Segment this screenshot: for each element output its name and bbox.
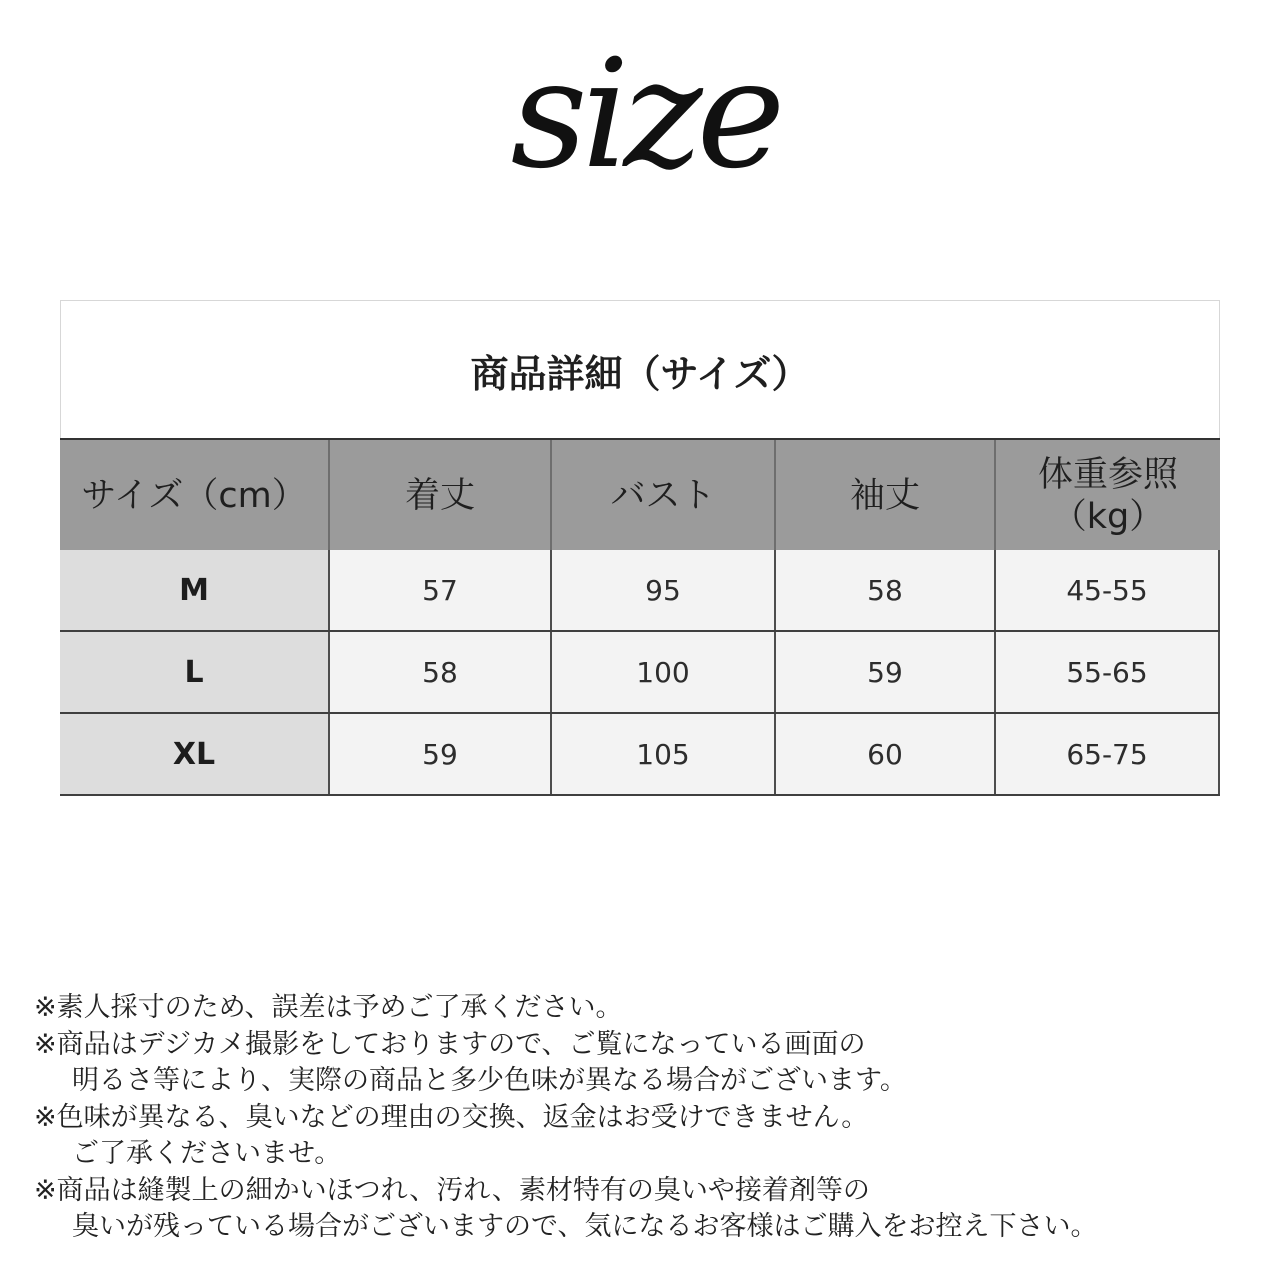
weight-cell: 45-55 (996, 550, 1220, 630)
note-line: ※商品は縫製上の細かいほつれ、汚れ、素材特有の臭いや接着剤等の (34, 1174, 870, 1206)
length-cell: 59 (330, 714, 552, 794)
table-row (60, 550, 1220, 632)
weight-cell: 65-75 (996, 714, 1220, 794)
note-line: 臭いが残っている場合がございますので、気になるお客様はご購入をお控え下さい。 (72, 1211, 1098, 1242)
length-cell: 58 (330, 632, 552, 712)
size-logo: size (510, 28, 780, 202)
note-line: 明るさ等により、実際の商品と多少色味が異なる場合がございます。 (72, 1065, 907, 1096)
sleeve-cell: 60 (776, 714, 996, 794)
bust-cell: 95 (552, 550, 776, 630)
header-sleeve: 袖丈 (776, 440, 996, 552)
notes-section (34, 990, 1274, 1246)
bust-cell: 105 (552, 714, 776, 794)
header-bust: バスト (552, 440, 776, 552)
table-title: 商品詳細（サイズ） (60, 300, 1220, 439)
note-line: ご了承くださいませ。 (72, 1138, 342, 1169)
bust-cell: 100 (552, 632, 776, 712)
weight-cell: 55-65 (996, 632, 1220, 712)
note-line: ※商品はデジカメ撮影をしておりますので、ご覧になっている画面の (34, 1028, 866, 1060)
header-weight: 体重参照 （kg） (1037, 455, 1178, 537)
table-header-row (60, 438, 1220, 554)
header-size: サイズ（cm） (60, 440, 330, 552)
table-row (60, 714, 1220, 796)
size-cell: L (60, 632, 330, 712)
size-cell: XL (60, 714, 330, 794)
note-line: ※色味が異なる、臭いなどの理由の交換、返金はお受けできません。 (34, 1101, 869, 1133)
size-cell: M (60, 550, 330, 630)
sleeve-cell: 59 (776, 632, 996, 712)
size-table (60, 300, 1220, 798)
length-cell: 57 (330, 550, 552, 630)
sleeve-cell: 58 (776, 550, 996, 630)
table-row (60, 632, 1220, 714)
note-line: ※素人採寸のため、誤差は予めご了承ください。 (34, 992, 623, 1023)
header-length: 着丈 (330, 440, 552, 552)
